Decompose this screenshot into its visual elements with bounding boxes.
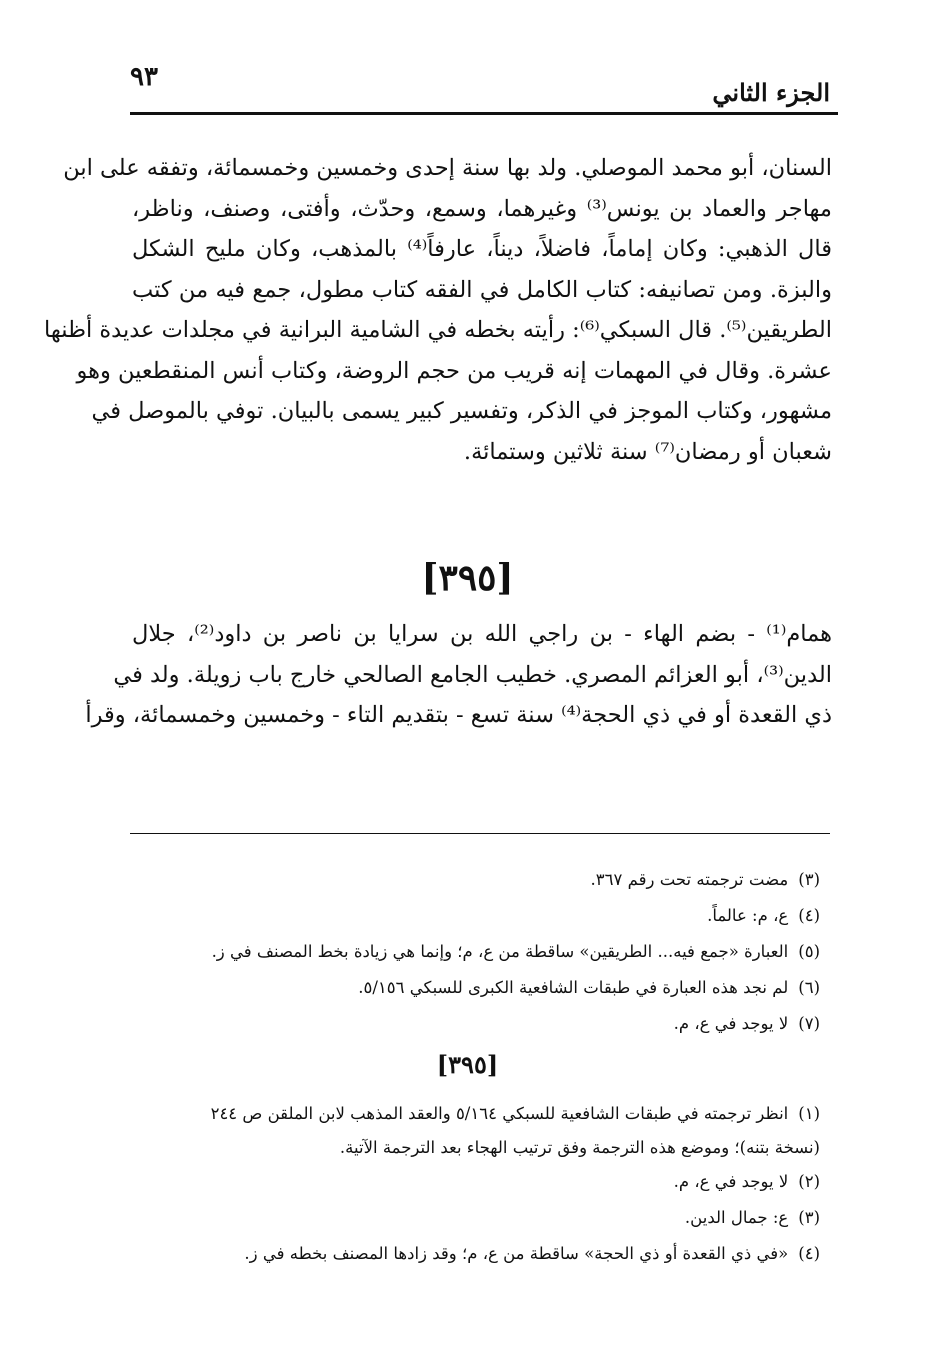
page-header xyxy=(130,60,830,120)
footnote xyxy=(120,1096,820,1132)
footnote-text: انظر ترجمته في طبقات الشافعية للسبكي ٥/١٦٤ والعقد المذهب لابن الملقن ص ٢٤٤ xyxy=(210,1104,789,1123)
text-line: همام⁽¹⁾ - بضم الهاء - بن راجي الله بن سرايا بن ناصر بن داود⁽²⁾، جلال xyxy=(132,621,832,647)
footnote-text: لا يوجد في ع، م. xyxy=(673,1172,789,1191)
text-line: مشهور، وكتاب الموجز في الذكر، وتفسير كبير يسمى بالبيان. توفي بالموصل في xyxy=(91,398,832,424)
text-line: الطريقين⁽⁵⁾. قال السبكي⁽⁶⁾: رأيته بخطه في الشامية البرانية في مجلدات عديدة أظنها xyxy=(44,317,832,343)
footnote-text: «في ذي القعدة أو ذي الحجة» ساقطة من ع، م؛ وقد زادها المصنف بخطه في ز. xyxy=(244,1244,789,1263)
footnote xyxy=(120,934,820,970)
footnote-text: لا يوجد في ع، م. xyxy=(673,1014,789,1033)
footnotes-current-entry xyxy=(120,1096,820,1272)
text-line: والبزة. ومن تصانيفه: كتاب الكامل في الفقه كتاب مطول، جمع فيه من كتب xyxy=(132,276,832,303)
footnote xyxy=(120,970,820,1006)
running-title: الجزء الثاني xyxy=(712,78,830,107)
text-line: الدين⁽³⁾، أبو العزائم المصري. خطيب الجامع الصالحي خارج باب زويلة. ولد في xyxy=(113,661,832,688)
previous-entry-continuation xyxy=(44,148,832,472)
footnote-number: (٣) xyxy=(798,870,820,889)
footnote xyxy=(120,1006,820,1042)
footnote-number: (٣) xyxy=(798,1208,820,1227)
footnote-number: (١) xyxy=(798,1104,820,1123)
text-line: مهاجر والعماد بن يونس⁽³⁾ وغيرهما، وسمع، وحدّث، وأفتى، وصنف، وناظر، xyxy=(132,195,832,222)
footnote-text: العبارة «جمع فيه... الطريقين» ساقطة من ع، م؛ وإنما هي زيادة بخط المصنف في ز. xyxy=(211,942,789,961)
text-line: عشرة. وقال في المهمات إنه قريب من حجم الروضة، وكتاب أنس المنقطعين وهو xyxy=(76,357,832,384)
text-line: شعبان أو رمضان⁽⁷⁾ سنة ثلاثين وستمائة. xyxy=(463,438,832,465)
footnotes-previous-entry xyxy=(120,862,820,1042)
footnote-number: (٢) xyxy=(798,1172,820,1191)
footnote-number: (٥) xyxy=(798,942,820,961)
entry-number-heading: [٣٩٥] xyxy=(421,557,514,599)
footnote-text: ع، م: عالماً. xyxy=(707,906,789,925)
footnote xyxy=(120,1200,820,1236)
page-number: ٩٣ xyxy=(130,62,158,92)
footnote-separator xyxy=(130,833,830,834)
text-line: ذي القعدة أو في ذي الحجة⁽⁴⁾ سنة تسع - بتقديم التاء - وخمسين وخمسمائة، وقرأ xyxy=(85,702,832,728)
footnote-text: ع: جمال الدين. xyxy=(684,1208,789,1227)
entry-text xyxy=(85,614,832,736)
footnote-text: لم نجد هذه العبارة في طبقات الشافعية الكبرى للسبكي ٥/١٥٦. xyxy=(358,978,789,997)
footnote xyxy=(120,1236,820,1272)
footnote xyxy=(120,862,820,898)
footnote-continuation: (نسخة بتنه)؛ وموضع هذه الترجمة وفق ترتيب الهجاء بعد الترجمة الآتية. xyxy=(339,1138,820,1157)
footnote-number: (٤) xyxy=(798,1244,820,1263)
header-rule xyxy=(130,112,838,115)
footnote-text: مضت ترجمته تحت رقم ٣٦٧. xyxy=(590,870,789,889)
text-line: السنان، أبو محمد الموصلي. ولد بها سنة إحدى وخمسين وخمسمائة، وتفقه على ابن xyxy=(63,155,832,181)
footnote-number: (٦) xyxy=(798,978,820,997)
footnote xyxy=(120,898,820,934)
footnote xyxy=(120,1164,820,1200)
footnote-number: (٧) xyxy=(798,1014,820,1033)
footnote-number: (٤) xyxy=(798,906,820,925)
text-line: قال الذهبي: وكان إماماً، فاضلاً، ديناً، عارفاً⁽⁴⁾ بالمذهب، وكان مليح الشكل xyxy=(132,236,832,262)
footnotes-entry-heading: [٣٩٥] xyxy=(436,1050,499,1079)
